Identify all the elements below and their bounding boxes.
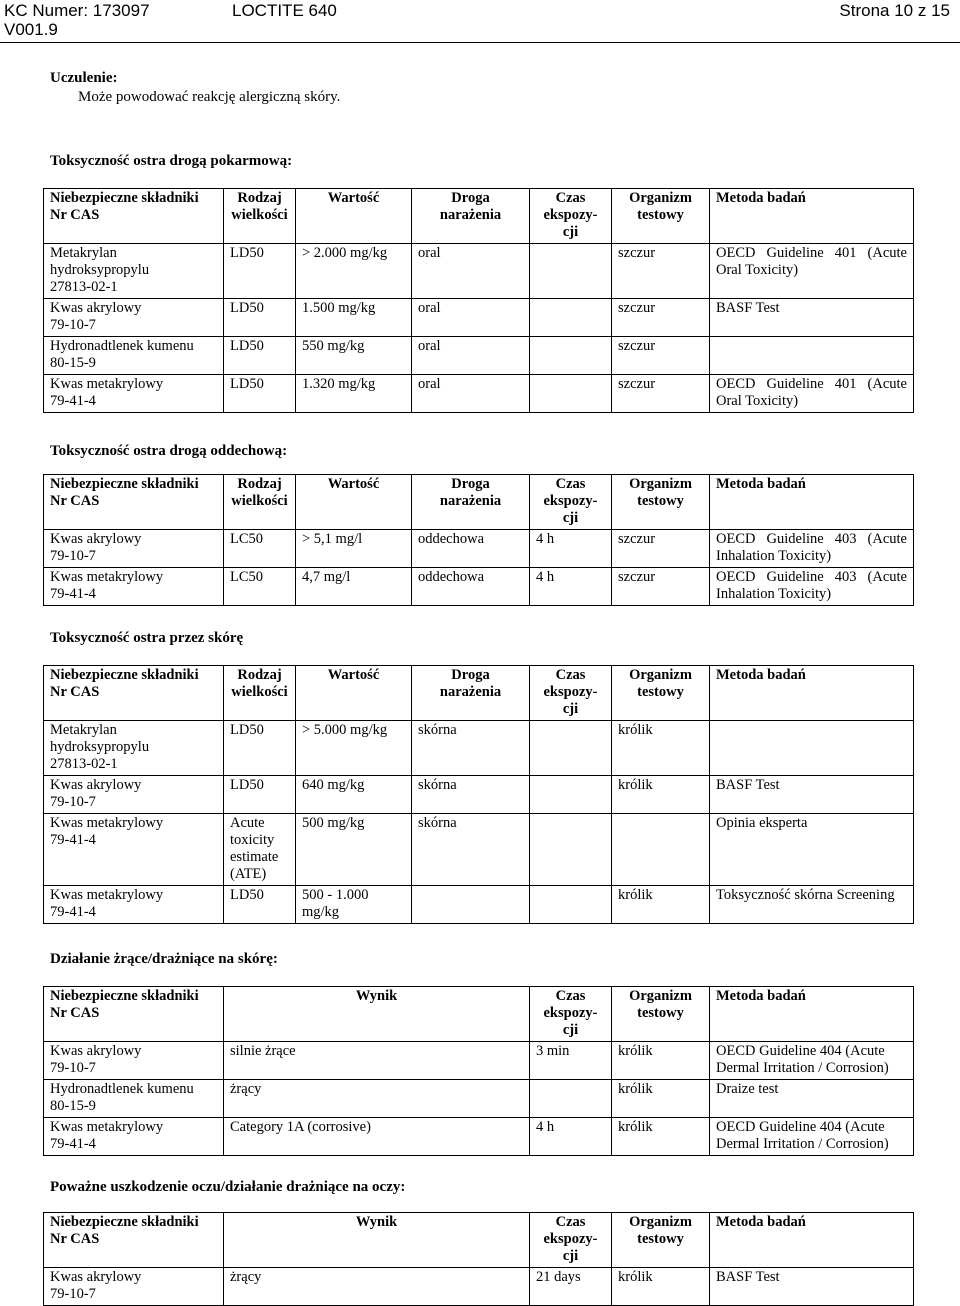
- table-cell: LD50: [224, 886, 296, 924]
- inhal-title: Toksyczność ostra drogą oddechową:: [50, 443, 288, 459]
- table-cell: LD50: [224, 375, 296, 413]
- table-header-row: [44, 189, 914, 244]
- table-cell: Kwas metakrylowy 79-41-4: [44, 375, 224, 413]
- table-cell: LD50: [224, 244, 296, 299]
- column-header: Rodzaj wielkości: [224, 666, 296, 721]
- table-cell: Kwas metakrylowy 79-41-4: [44, 568, 224, 606]
- column-header: Czas ekspozy- cji: [530, 666, 612, 721]
- table-cell: 640 mg/kg: [296, 776, 412, 814]
- table-cell: szczur: [612, 375, 710, 413]
- table-row: [44, 886, 914, 924]
- table-cell: [530, 375, 612, 413]
- table-cell: LD50: [224, 299, 296, 337]
- table-cell: Metakrylan hydroksypropylu 27813-02-1: [44, 721, 224, 776]
- table-cell: Draize test: [710, 1080, 914, 1118]
- table-cell: 4 h: [530, 1118, 612, 1156]
- table-cell: 500 mg/kg: [296, 814, 412, 886]
- table-cell: szczur: [612, 337, 710, 375]
- table-cell: OECD Guideline 403 (Acute Inhalation Toxicity): [710, 530, 914, 568]
- column-header: Wartość: [296, 189, 412, 244]
- table-cell: 4 h: [530, 568, 612, 606]
- column-header: Wynik: [224, 1213, 530, 1268]
- table-cell: 4,7 mg/l: [296, 568, 412, 606]
- table-cell: Toksyczność skórna Screening: [710, 886, 914, 924]
- eye-damage-table: [43, 1212, 914, 1306]
- column-header: Rodzaj wielkości: [224, 189, 296, 244]
- column-header: Metoda badań: [710, 475, 914, 530]
- table-row: [44, 776, 914, 814]
- table-cell: OECD Guideline 401 (Acute Oral Toxicity): [710, 244, 914, 299]
- column-header: Wartość: [296, 475, 412, 530]
- table-cell: LC50: [224, 568, 296, 606]
- table-cell: LD50: [224, 776, 296, 814]
- table-cell: oddechowa: [412, 568, 530, 606]
- table-cell: królik: [612, 776, 710, 814]
- table-cell: OECD Guideline 401 (Acute Oral Toxicity): [710, 375, 914, 413]
- table-row: [44, 1268, 914, 1306]
- table-cell: Hydronadtlenek kumenu 80-15-9: [44, 1080, 224, 1118]
- table-cell: LD50: [224, 337, 296, 375]
- column-header: Czas ekspozy- cji: [530, 1213, 612, 1268]
- table-cell: > 2.000 mg/kg: [296, 244, 412, 299]
- table-row: [44, 721, 914, 776]
- table-cell: [530, 776, 612, 814]
- table-cell: oral: [412, 337, 530, 375]
- table-cell: Kwas metakrylowy 79-41-4: [44, 886, 224, 924]
- table-header-row: [44, 666, 914, 721]
- table-cell: oral: [412, 375, 530, 413]
- table-cell: OECD Guideline 403 (Acute Inhalation Toxicity): [710, 568, 914, 606]
- table-cell: [530, 337, 612, 375]
- table-cell: oral: [412, 244, 530, 299]
- column-header: Czas ekspozy- cji: [530, 475, 612, 530]
- column-header: Metoda badań: [710, 189, 914, 244]
- column-header: Droga narażenia: [412, 475, 530, 530]
- table-cell: [612, 814, 710, 886]
- column-header: Wynik: [224, 987, 530, 1042]
- table-cell: 1.320 mg/kg: [296, 375, 412, 413]
- table-cell: skórna: [412, 814, 530, 886]
- table-cell: królik: [612, 1042, 710, 1080]
- table-cell: [530, 1080, 612, 1118]
- table-cell: Kwas akrylowy 79-10-7: [44, 299, 224, 337]
- table-cell: LC50: [224, 530, 296, 568]
- table-cell: OECD Guideline 404 (Acute Dermal Irritation / Corrosion): [710, 1118, 914, 1156]
- table-cell: szczur: [612, 244, 710, 299]
- column-header: Metoda badań: [710, 666, 914, 721]
- table-cell: BASF Test: [710, 299, 914, 337]
- warning-title: Uczulenie:: [50, 70, 118, 86]
- table-row: [44, 299, 914, 337]
- table-header-row: [44, 1213, 914, 1268]
- column-header: Niebezpieczne składniki Nr CAS: [44, 666, 224, 721]
- column-header: Wartość: [296, 666, 412, 721]
- table-row: [44, 814, 914, 886]
- kc-number: KC Numer: 173097: [4, 1, 150, 20]
- column-header: Czas ekspozy- cji: [530, 987, 612, 1042]
- table-row: [44, 1118, 914, 1156]
- table-cell: szczur: [612, 568, 710, 606]
- table-cell: królik: [612, 886, 710, 924]
- table-cell: 1.500 mg/kg: [296, 299, 412, 337]
- table-cell: [710, 337, 914, 375]
- dermal-title: Toksyczność ostra przez skórę: [50, 630, 244, 646]
- page-number: Strona 10 z 15: [839, 1, 950, 20]
- column-header: Niebezpieczne składniki Nr CAS: [44, 987, 224, 1042]
- column-header: Niebezpieczne składniki Nr CAS: [44, 189, 224, 244]
- eye-title: Poważne uszkodzenie oczu/działanie drażniące na oczy:: [50, 1179, 406, 1195]
- table-cell: silnie żrące: [224, 1042, 530, 1080]
- table-cell: BASF Test: [710, 776, 914, 814]
- table-cell: 3 min: [530, 1042, 612, 1080]
- table-cell: szczur: [612, 530, 710, 568]
- table-row: [44, 530, 914, 568]
- table-cell: królik: [612, 1118, 710, 1156]
- table-row: [44, 1080, 914, 1118]
- column-header: Niebezpieczne składniki Nr CAS: [44, 475, 224, 530]
- table-cell: OECD Guideline 404 (Acute Dermal Irritation / Corrosion): [710, 1042, 914, 1080]
- column-header: Organizm testowy: [612, 666, 710, 721]
- table-cell: Kwas akrylowy 79-10-7: [44, 530, 224, 568]
- table-cell: [530, 299, 612, 337]
- table-cell: [412, 886, 530, 924]
- table-cell: królik: [612, 1268, 710, 1306]
- table-row: [44, 337, 914, 375]
- table-cell: królik: [612, 1080, 710, 1118]
- table-cell: [530, 814, 612, 886]
- table-cell: skórna: [412, 721, 530, 776]
- table-cell: Kwas akrylowy 79-10-7: [44, 776, 224, 814]
- dermal-toxicity-table: [43, 665, 914, 924]
- table-cell: oral: [412, 299, 530, 337]
- table-cell: Kwas metakrylowy 79-41-4: [44, 1118, 224, 1156]
- inhalation-toxicity-table: [43, 474, 914, 606]
- table-cell: królik: [612, 721, 710, 776]
- table-cell: żrący: [224, 1080, 530, 1118]
- table-cell: Hydronadtlenek kumenu 80-15-9: [44, 337, 224, 375]
- page-header: [0, 0, 960, 44]
- table-cell: 500 - 1.000 mg/kg: [296, 886, 412, 924]
- table-cell: Metakrylan hydroksypropylu 27813-02-1: [44, 244, 224, 299]
- table-cell: skórna: [412, 776, 530, 814]
- table-cell: oddechowa: [412, 530, 530, 568]
- product-name: LOCTITE 640: [232, 1, 337, 20]
- table-cell: 550 mg/kg: [296, 337, 412, 375]
- column-header: Droga narażenia: [412, 666, 530, 721]
- column-header: Metoda badań: [710, 1213, 914, 1268]
- skin-title: Działanie żrące/drażniące na skórę:: [50, 951, 278, 967]
- table-cell: żrący: [224, 1268, 530, 1306]
- oral-title: Toksyczność ostra drogą pokarmową:: [50, 153, 293, 169]
- table-cell: [530, 886, 612, 924]
- column-header: Metoda badań: [710, 987, 914, 1042]
- table-cell: [710, 721, 914, 776]
- table-cell: BASF Test: [710, 1268, 914, 1306]
- table-header-row: [44, 987, 914, 1042]
- table-row: [44, 568, 914, 606]
- header-rule: [0, 42, 960, 43]
- table-cell: Category 1A (corrosive): [224, 1118, 530, 1156]
- table-row: [44, 244, 914, 299]
- table-header-row: [44, 475, 914, 530]
- table-row: [44, 375, 914, 413]
- oral-toxicity-table: [43, 188, 914, 413]
- table-cell: Kwas akrylowy 79-10-7: [44, 1268, 224, 1306]
- column-header: Organizm testowy: [612, 475, 710, 530]
- version: V001.9: [4, 20, 58, 39]
- skin-corrosion-table: [43, 986, 914, 1156]
- table-cell: Kwas metakrylowy 79-41-4: [44, 814, 224, 886]
- column-header: Niebezpieczne składniki Nr CAS: [44, 1213, 224, 1268]
- table-cell: 4 h: [530, 530, 612, 568]
- table-row: [44, 1042, 914, 1080]
- column-header: Organizm testowy: [612, 1213, 710, 1268]
- table-cell: > 5.000 mg/kg: [296, 721, 412, 776]
- table-cell: Kwas akrylowy 79-10-7: [44, 1042, 224, 1080]
- column-header: Droga narażenia: [412, 189, 530, 244]
- table-cell: > 5,1 mg/l: [296, 530, 412, 568]
- table-cell: [530, 721, 612, 776]
- warning-text: Może powodować reakcję alergiczną skóry.: [78, 89, 341, 105]
- table-cell: Opinia eksperta: [710, 814, 914, 886]
- table-cell: 21 days: [530, 1268, 612, 1306]
- column-header: Organizm testowy: [612, 189, 710, 244]
- column-header: Czas ekspozy- cji: [530, 189, 612, 244]
- column-header: Rodzaj wielkości: [224, 475, 296, 530]
- table-cell: Acute toxicity estimate (ATE): [224, 814, 296, 886]
- table-cell: [530, 244, 612, 299]
- column-header: Organizm testowy: [612, 987, 710, 1042]
- table-cell: szczur: [612, 299, 710, 337]
- table-cell: LD50: [224, 721, 296, 776]
